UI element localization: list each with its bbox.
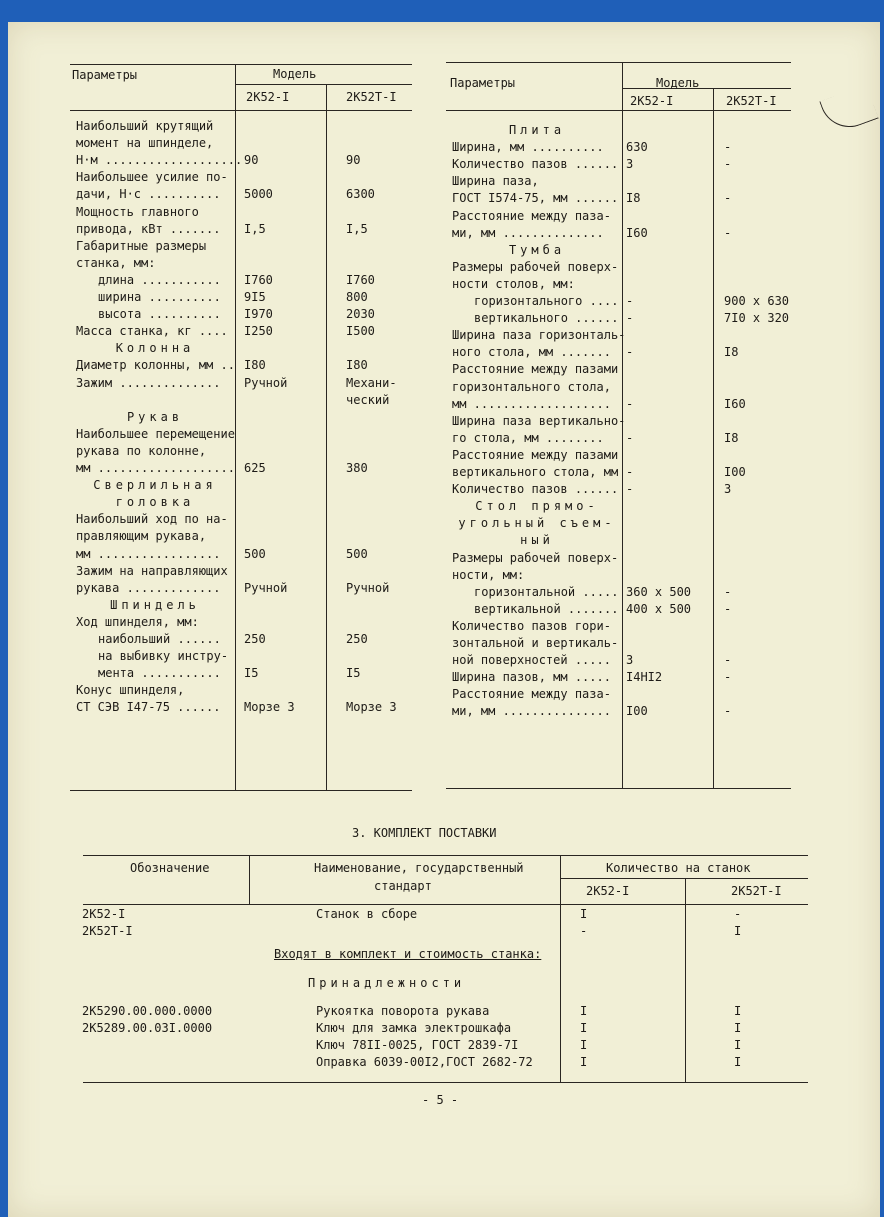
kit-heading: Входят в комплект и стоимость станка: — [274, 947, 542, 961]
value-col2: 7I0 х 320 — [724, 311, 790, 326]
param-label: на выбивку инстру- — [98, 649, 229, 664]
value-col1: Ручной — [244, 580, 288, 595]
value-col2: ческий — [346, 392, 390, 407]
qty-col1: I — [580, 1004, 588, 1018]
rule — [70, 790, 412, 791]
value-col2: I80 — [346, 358, 368, 373]
param-label: зонтальной и вертикаль- — [452, 636, 619, 650]
header-params: Параметры — [72, 68, 138, 82]
param-label: Ширина паза, — [452, 174, 539, 189]
param-label: горизонтального .... — [474, 294, 619, 308]
document-page — [8, 22, 880, 1217]
header-model: Модель — [273, 67, 317, 81]
rule — [83, 1082, 808, 1083]
value-col1: 3 — [626, 157, 634, 172]
value-col1: 625 — [244, 461, 266, 475]
param-label: го стола, мм ........ — [452, 430, 604, 445]
item-name: Ключ 78II-0025, ГОСТ 2839-7I — [316, 1038, 519, 1052]
param-label: Габаритные размеры — [76, 238, 207, 253]
param-label: Наибольший крутящий — [76, 119, 214, 133]
rule — [622, 88, 791, 89]
rule — [560, 855, 561, 1082]
qty-col1: I — [580, 1021, 588, 1035]
param-label: ми, мм ............... — [452, 704, 611, 719]
section-heading: угольный съем- — [458, 516, 616, 531]
param-label: Размеры рабочей поверх- — [452, 550, 619, 565]
rule — [235, 64, 236, 790]
value-col1: - — [626, 396, 634, 411]
section-heading: Колонна — [115, 341, 195, 356]
section-heading: Тумба — [508, 242, 566, 257]
rule — [446, 62, 791, 63]
value-col1: 90 — [244, 153, 259, 168]
param-label: Зажим на направляющих — [76, 563, 228, 578]
section-heading: Плита — [508, 123, 566, 137]
qty-col2: I — [734, 1038, 742, 1052]
value-col2: I500 — [346, 324, 375, 339]
param-label: рукава по колонне, — [76, 443, 207, 458]
param-label: Расстояние между паза- — [452, 687, 611, 702]
header-qty-col2: 2К52Т-I — [731, 884, 782, 898]
designation-code: 2К52-I — [82, 907, 126, 921]
param-label: Размеры рабочей поверх- — [452, 259, 619, 274]
param-label: мм ................... — [76, 461, 235, 475]
value-col2: 90 — [346, 153, 361, 168]
header-col2: 2К52Т-I — [726, 94, 777, 108]
rule — [446, 110, 791, 111]
param-label: Мощность главного — [76, 204, 199, 219]
param-label: вертикального ...... — [474, 311, 619, 326]
value-col2: 800 — [346, 290, 368, 304]
param-label: Конус шпинделя, — [76, 683, 185, 698]
section-title: 3. КОМПЛЕКТ ПОСТАВКИ — [352, 826, 497, 840]
value-col1: 360 х 500 — [626, 584, 692, 599]
param-label: Масса станка, кг .... — [76, 324, 228, 339]
value-col1: - — [626, 465, 634, 479]
value-col1: I250 — [244, 324, 273, 339]
value-col2: 500 — [346, 546, 368, 561]
param-label: момент на шпинделе, — [76, 136, 214, 151]
qty-col1: I — [580, 907, 588, 921]
param-label: мм ................. — [76, 546, 221, 561]
param-label: ности, мм: — [452, 567, 525, 582]
value-col2: - — [724, 670, 732, 685]
header-name-2: стандарт — [374, 879, 432, 893]
section-heading: Шпиндель — [110, 597, 200, 612]
value-col2: I8 — [724, 345, 739, 360]
param-label: ного стола, мм ....... — [452, 345, 611, 360]
rule — [249, 855, 250, 904]
rule — [685, 878, 686, 1082]
rule — [70, 110, 412, 111]
value-col1: I80 — [244, 358, 266, 373]
header-col1: 2К52-I — [246, 90, 290, 104]
header-qty-col1: 2К52-I — [586, 884, 630, 898]
value-col2: 900 х 630 — [724, 294, 790, 308]
param-label: правляющим рукава, — [76, 529, 207, 544]
rule — [560, 878, 808, 879]
value-col1: 500 — [244, 546, 266, 561]
value-col2: 3 — [724, 482, 732, 497]
value-col1: I970 — [244, 307, 273, 322]
value-col1: - — [626, 482, 634, 497]
param-label: Количество пазов ...... — [452, 157, 619, 172]
param-label: горизонтального стола, — [452, 379, 611, 394]
qty-col1: - — [580, 924, 588, 938]
value-col1: I60 — [626, 225, 648, 240]
param-label: горизонтальной ..... — [474, 584, 619, 599]
value-col1: Ручной — [244, 375, 288, 390]
value-col1: - — [626, 311, 634, 326]
value-col1: I760 — [244, 272, 273, 287]
param-label: привода, кВт ....... — [76, 221, 221, 236]
value-col2: I5 — [346, 666, 361, 681]
item-name: Оправка 6039-00I2,ГОСТ 2682-72 — [316, 1055, 533, 1069]
value-col2: Механи- — [346, 375, 397, 390]
param-label: Количество пазов ...... — [452, 482, 619, 497]
param-label: наибольший ...... — [98, 632, 221, 646]
header-qty: Количество на станок — [606, 861, 751, 875]
value-col2: 2030 — [346, 307, 375, 322]
value-col2: - — [724, 191, 732, 206]
value-col2: - — [724, 584, 732, 599]
value-col2: - — [724, 157, 732, 172]
item-name: Рукоятка поворота рукава — [316, 1004, 490, 1018]
value-col1: I,5 — [244, 221, 266, 236]
value-col1: Морзе 3 — [244, 700, 295, 715]
value-col2: Ручной — [346, 580, 390, 595]
designation-code: 2К5289.00.03I.0000 — [82, 1021, 213, 1035]
header-col1: 2К52-I — [630, 94, 674, 108]
value-col2: - — [724, 225, 732, 240]
rule — [235, 84, 412, 85]
value-col1: - — [626, 294, 634, 308]
value-col2: I60 — [724, 396, 746, 411]
qty-col1: I — [580, 1038, 588, 1052]
rule — [83, 855, 808, 856]
value-col2: I8 — [724, 430, 739, 445]
param-label: дачи, Н·с .......... — [76, 187, 221, 202]
value-col2: - — [724, 704, 732, 719]
section-heading: Рукав — [126, 409, 184, 424]
value-col1: 250 — [244, 632, 266, 646]
value-col2: 250 — [346, 632, 368, 646]
param-label: Диаметр колонны, мм .. — [76, 358, 235, 373]
param-label: Расстояние между пазами — [452, 362, 619, 377]
param-label: Ширина паза вертикально- — [452, 413, 626, 428]
section-heading: головка — [115, 495, 195, 510]
param-label: ГОСТ I574-75, мм ...... — [452, 191, 619, 206]
header-name: Наименование, государственный — [314, 861, 524, 875]
value-col2: I00 — [724, 465, 746, 479]
value-col2: 380 — [346, 461, 368, 475]
param-label: Расстояние между паза- — [452, 208, 611, 223]
param-label: вертикального стола, мм — [452, 465, 619, 479]
param-label: Ход шпинделя, мм: — [76, 614, 199, 629]
param-label: Количество пазов гори- — [452, 618, 611, 633]
value-col1: 400 х 500 — [626, 601, 692, 616]
designation-code: 2К52Т-I — [82, 924, 133, 938]
section-heading: ный — [520, 533, 554, 548]
param-label: ми, мм .............. — [452, 225, 604, 240]
value-col1: - — [626, 345, 634, 360]
param-label: ности столов, мм: — [452, 276, 575, 291]
param-label: Зажим .............. — [76, 375, 221, 390]
rule — [70, 64, 412, 65]
param-label: высота .......... — [98, 307, 221, 322]
header-col2: 2К52Т-I — [346, 90, 397, 104]
value-col2: I760 — [346, 272, 375, 287]
rule — [83, 904, 808, 905]
param-label: Ширина паза горизонталь- — [452, 328, 626, 343]
designation-code: 2К5290.00.000.0000 — [82, 1004, 213, 1018]
value-col2: - — [724, 601, 732, 616]
param-label: СТ СЭВ I47-75 ...... — [76, 700, 221, 715]
page-number: - 5 - — [422, 1093, 459, 1107]
value-col2: - — [724, 653, 732, 668]
section-heading: Стол прямо- — [475, 499, 599, 514]
item-name: Ключ для замка электрошкафа — [316, 1021, 512, 1035]
param-label: мента ........... — [98, 666, 221, 681]
value-col1: I5 — [244, 666, 259, 681]
header-params: Параметры — [450, 76, 516, 90]
value-col1: 3 — [626, 653, 634, 668]
rule — [326, 84, 327, 790]
param-label: Н·м ................... — [76, 153, 243, 168]
value-col1: I8 — [626, 191, 641, 206]
param-label: ной поверхностей ..... — [452, 653, 611, 668]
param-label: станка, мм: — [76, 255, 156, 270]
param-label: Ширина, мм .......... — [452, 140, 604, 155]
param-label: рукава ............. — [76, 580, 221, 595]
value-col1: I4HI2 — [626, 670, 663, 685]
header-designation: Обозначение — [130, 861, 210, 875]
param-label: Наибольшее перемещение — [76, 426, 235, 441]
qty-col2: I — [734, 1021, 742, 1035]
header-model: Модель — [656, 76, 700, 90]
param-label: Расстояние между пазами — [452, 447, 619, 462]
param-label: мм ................... — [452, 396, 611, 411]
param-label: длина ........... — [98, 272, 221, 287]
value-col1: - — [626, 430, 634, 445]
param-label: ширина .......... — [98, 290, 221, 304]
param-label: вертикальной ....... — [474, 601, 619, 616]
qty-col1: I — [580, 1055, 588, 1069]
qty-col2: I — [734, 1055, 742, 1069]
qty-col2: - — [734, 907, 742, 921]
rule — [713, 88, 714, 788]
value-col2: 6300 — [346, 187, 375, 202]
section-heading: Принадлежности — [308, 976, 466, 990]
value-col1: 630 — [626, 140, 648, 155]
value-col1: 5000 — [244, 187, 273, 202]
value-col1: I00 — [626, 704, 648, 719]
value-col2: I,5 — [346, 221, 368, 236]
param-label: Ширина пазов, мм ..... — [452, 670, 611, 685]
qty-col2: I — [734, 1004, 742, 1018]
pen-mark — [819, 85, 878, 136]
section-heading: Сверлильная — [93, 478, 217, 493]
item-name: Станок в сборе — [316, 907, 418, 921]
value-col2: Морзе 3 — [346, 700, 397, 715]
value-col1: 9I5 — [244, 290, 266, 304]
value-col2: - — [724, 140, 732, 155]
rule — [446, 788, 791, 789]
param-label: Наибольшее усилие по- — [76, 170, 228, 185]
param-label: Наибольший ход по на- — [76, 512, 228, 527]
qty-col2: I — [734, 924, 742, 938]
